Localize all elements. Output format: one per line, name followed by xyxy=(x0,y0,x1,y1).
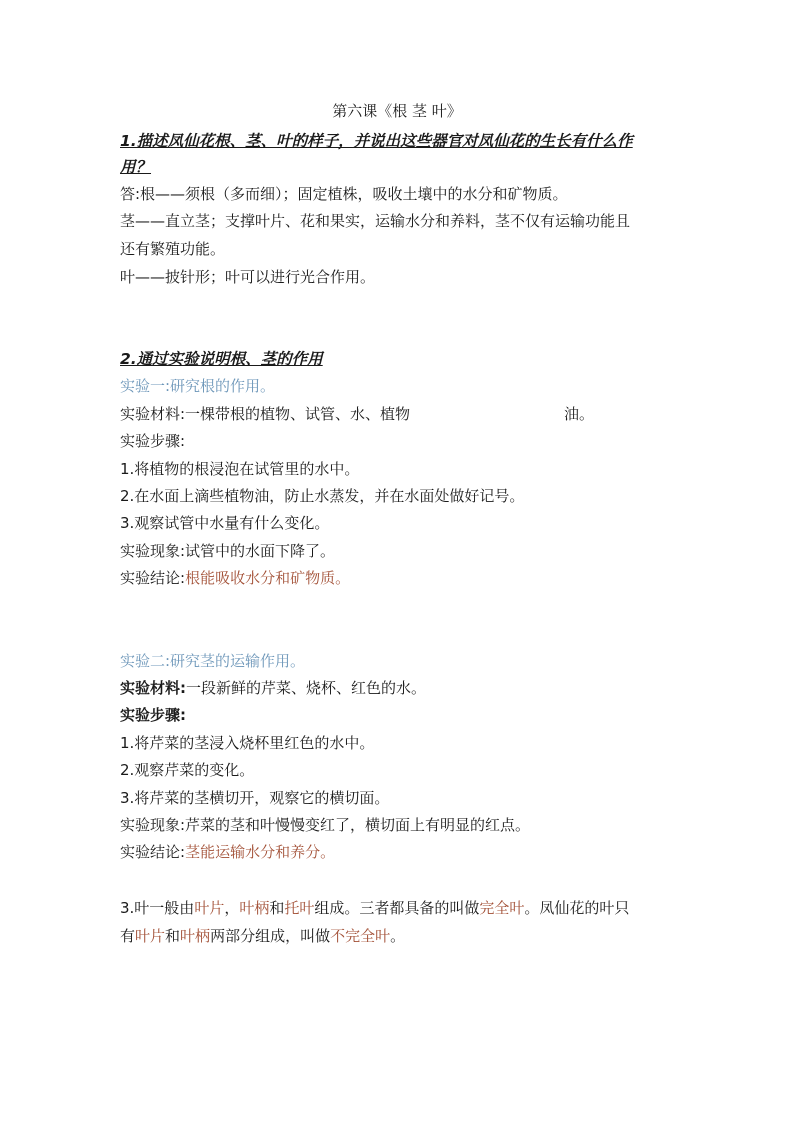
exp1-conclusion xyxy=(120,568,350,588)
q3-text: 和 xyxy=(269,899,285,917)
exp2-conclusion-label: 实验结论: xyxy=(120,843,186,861)
q1-heading-line2: 用？ xyxy=(120,158,152,176)
q3-text: 3.叶一般由 xyxy=(120,899,195,917)
exp2-step2: 2.观察芹菜的变化。 xyxy=(120,761,255,779)
q1-heading-line1: 1.描述凤仙花根、茎、叶的样子，并说出这些器官对凤仙花的生长有什么作 xyxy=(120,132,633,150)
q1-answer-root: 答:根——须根（多而细）；固定植株，吸收土壤中的水分和矿物质。 xyxy=(120,185,568,203)
exp2-step1: 1.将芹菜的茎浸入烧杯里红色的水中。 xyxy=(120,734,375,752)
exp2-materials xyxy=(120,678,426,698)
q3-keyword-stipule: 托叶 xyxy=(284,899,315,917)
lesson-title: 第六课《根 茎 叶》 xyxy=(332,102,462,120)
exp1-conclusion-label: 实验结论: xyxy=(120,569,186,587)
exp2-steps-label: 实验步骤: xyxy=(120,706,186,724)
exp2-conclusion-text: 茎能运输水分和养分。 xyxy=(185,843,336,861)
exp2-title: 实验二:研究茎的运输作用。 xyxy=(120,652,306,670)
q1-answer-leaf: 叶——披针形；叶可以进行光合作用。 xyxy=(120,268,376,286)
q3-text: 。凤仙花的叶只 xyxy=(524,899,630,917)
q3-line1 xyxy=(120,898,629,918)
exp1-step2: 2.在水面上滴些植物油，防止水蒸发，并在水面处做好记号。 xyxy=(120,487,525,505)
exp2-materials-text: 一段新鲜的芹菜、烧杯、红色的水。 xyxy=(186,679,427,697)
exp2-materials-label: 实验材料: xyxy=(120,679,186,697)
q3-text: 组成。三者都具备的叫做 xyxy=(314,899,480,917)
q3-text: 。 xyxy=(390,927,406,945)
q3-text: 和 xyxy=(165,927,181,945)
exp1-conclusion-text: 根能吸收水分和矿物质。 xyxy=(185,569,351,587)
q1-answer-stem-line1: 茎——直立茎；支撑叶片、花和果实，运输水分和养料，茎不仅有运输功能且 xyxy=(120,212,631,230)
exp2-step3: 3.将芹菜的茎横切开，观察它的横切面。 xyxy=(120,789,390,807)
exp2-conclusion xyxy=(120,842,335,862)
q3-keyword-petiole: 叶柄 xyxy=(180,927,211,945)
q3-keyword-incomplete-leaf: 不完全叶 xyxy=(330,927,391,945)
q3-keyword-petiole: 叶柄 xyxy=(239,899,270,917)
exp1-step1: 1.将植物的根浸泡在试管里的水中。 xyxy=(120,460,360,478)
exp2-phenomenon: 实验现象:芹菜的茎和叶慢慢变红了，横切面上有明显的红点。 xyxy=(120,816,531,834)
q3-keyword-blade: 叶片 xyxy=(194,899,225,917)
q3-text: ， xyxy=(224,899,240,917)
q2-heading: 2.通过实验说明根、茎的作用 xyxy=(120,350,323,368)
q3-text: 有 xyxy=(120,927,136,945)
q1-answer-stem-line2: 还有繁殖功能。 xyxy=(120,240,226,258)
exp1-materials-tail: 油。 xyxy=(564,405,595,423)
exp1-phenomenon: 实验现象:试管中的水面下降了。 xyxy=(120,542,336,560)
q3-keyword-blade: 叶片 xyxy=(135,927,166,945)
q3-text: 两部分组成，叫做 xyxy=(210,927,331,945)
exp1-title: 实验一:研究根的作用。 xyxy=(120,377,276,395)
q3-line2 xyxy=(120,926,405,946)
exp1-step3: 3.观察试管中水量有什么变化。 xyxy=(120,514,330,532)
exp1-materials: 实验材料:一棵带根的植物、试管、水、植物 xyxy=(120,405,411,423)
q3-keyword-complete-leaf: 完全叶 xyxy=(479,899,525,917)
exp1-steps-label: 实验步骤: xyxy=(120,432,186,450)
